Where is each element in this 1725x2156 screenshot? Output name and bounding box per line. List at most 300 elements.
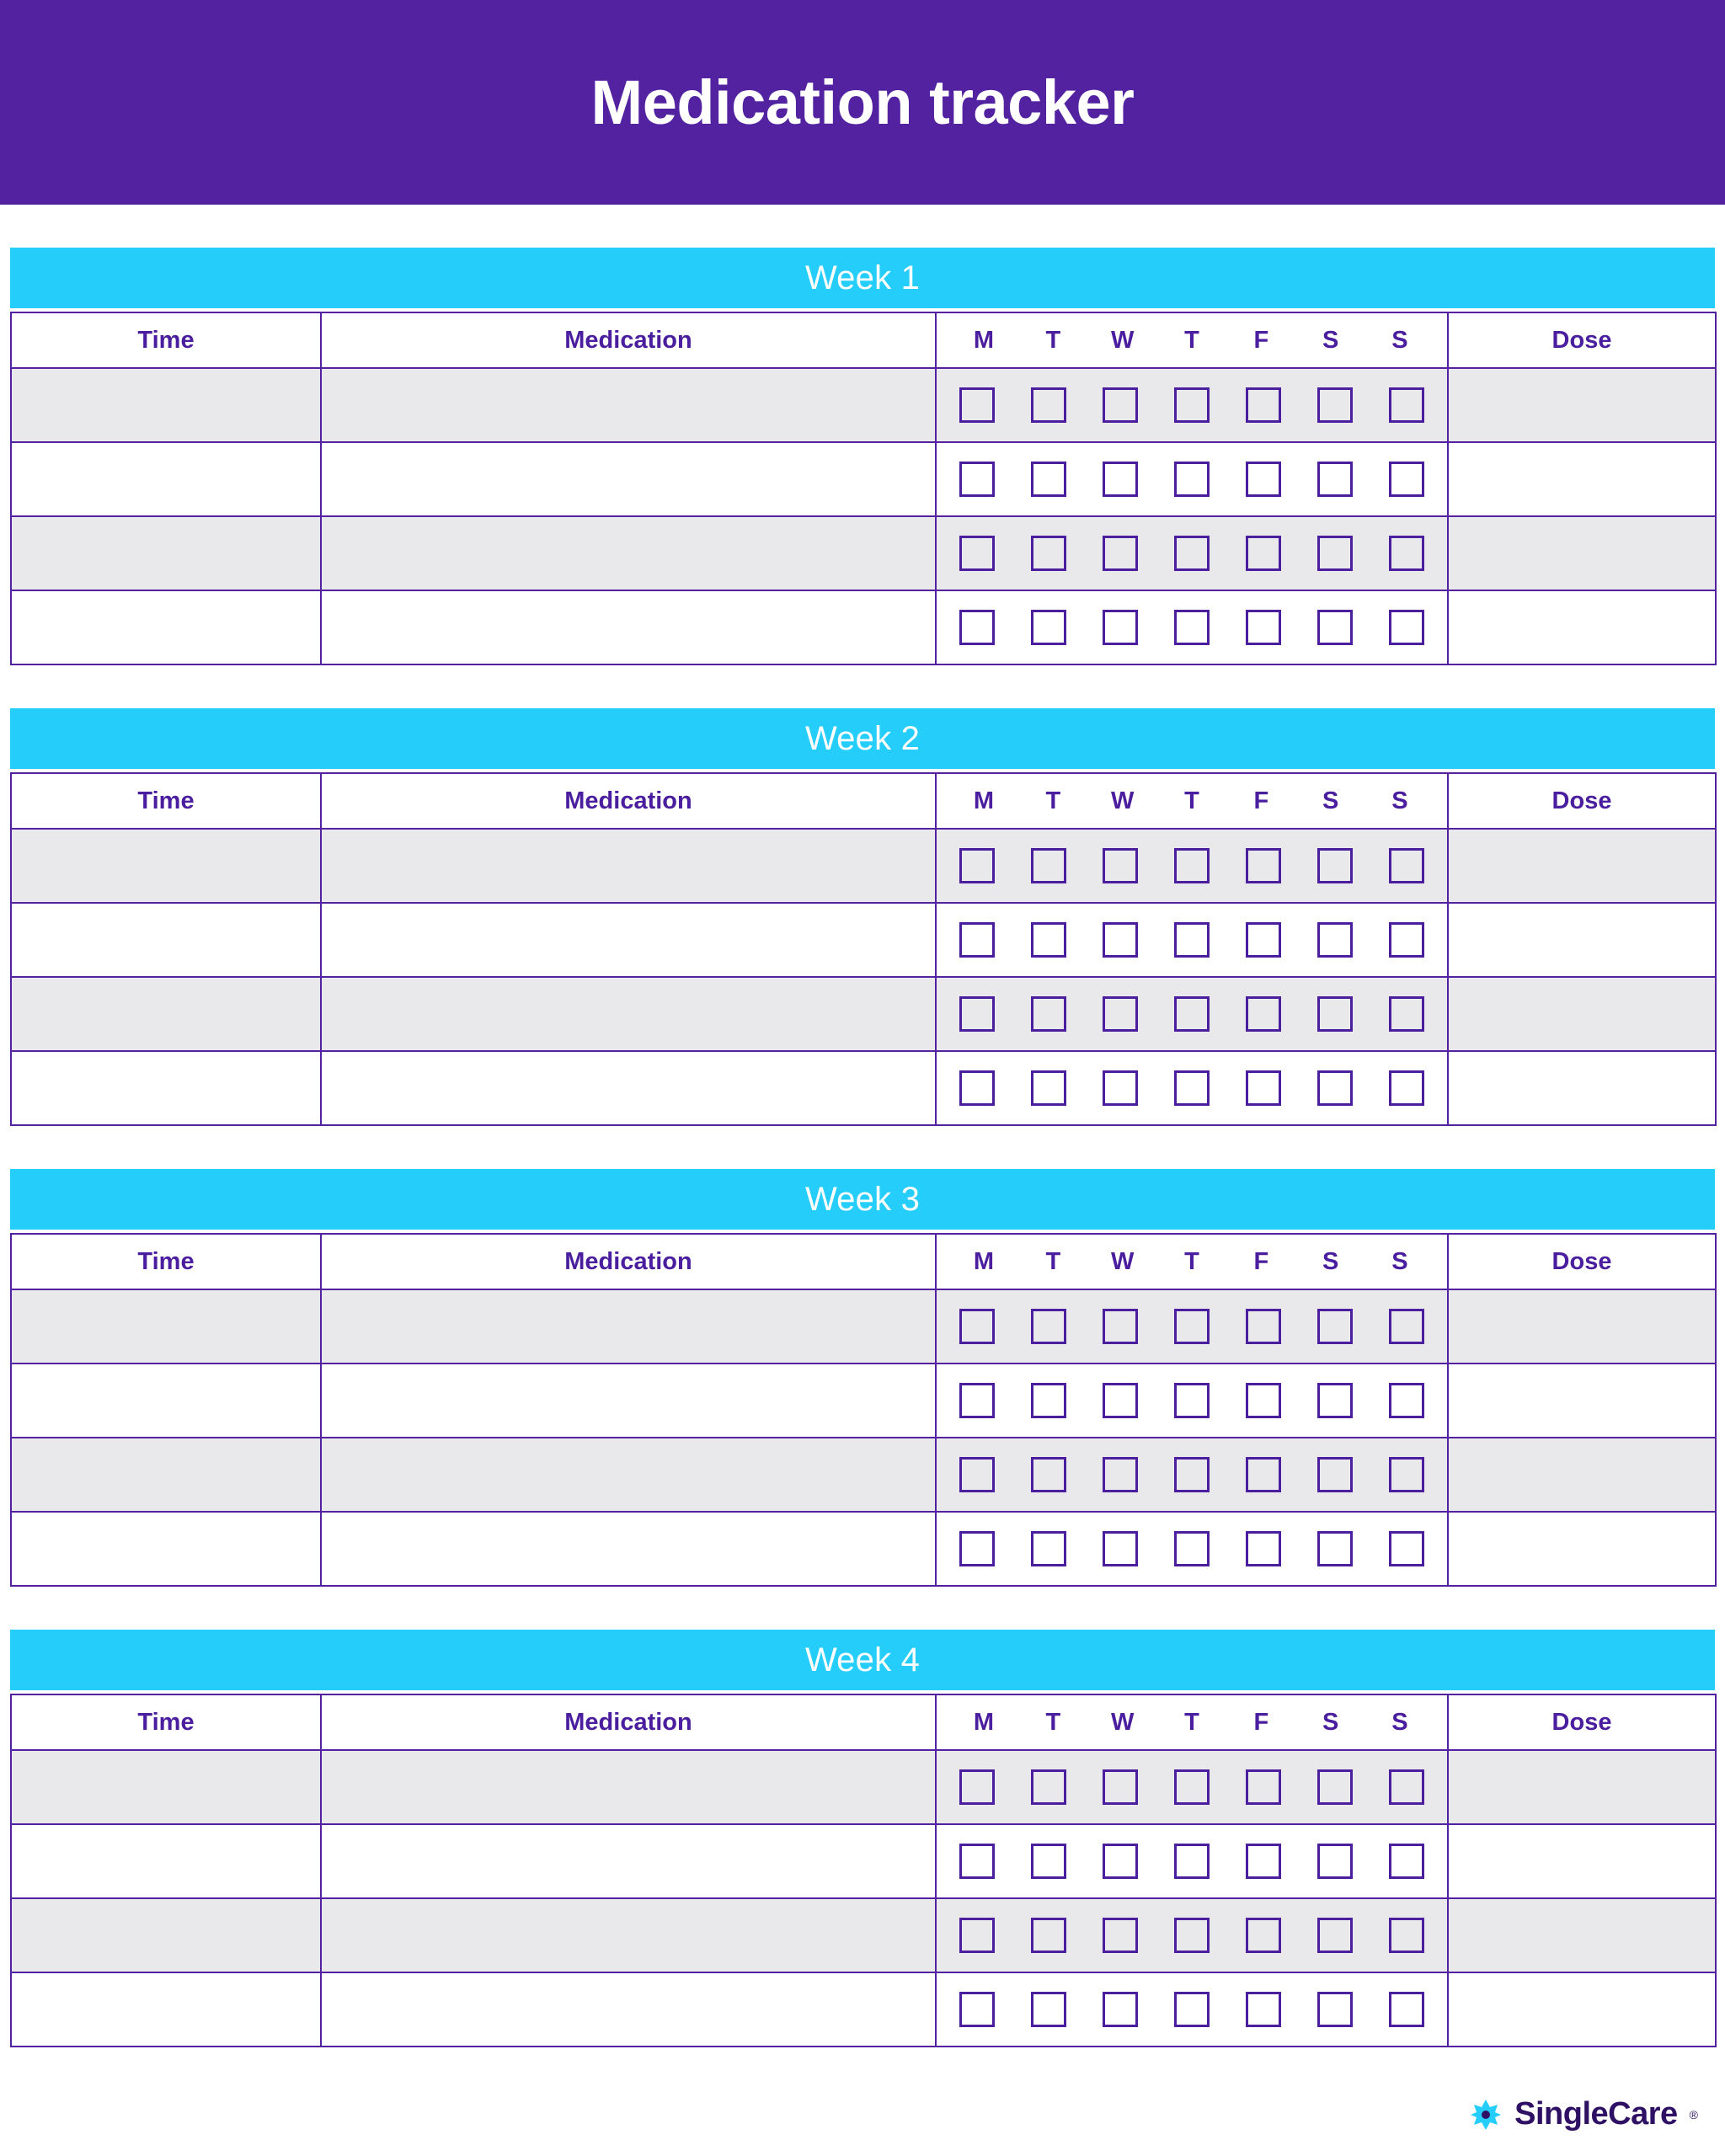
day-letter: T (1045, 326, 1061, 354)
table-row (11, 442, 1716, 516)
day-checkbox[interactable] (1103, 1844, 1138, 1879)
checkbox-wrapper (1025, 462, 1072, 497)
column-header-dose: Dose (1448, 773, 1716, 829)
checkbox-wrapper (953, 1531, 1001, 1566)
day-checkbox[interactable] (1389, 1309, 1424, 1344)
medication-input-cell[interactable] (321, 590, 936, 664)
checkbox-wrapper (1097, 1457, 1144, 1492)
day-checkbox[interactable] (1317, 1769, 1353, 1805)
checkbox-wrapper (1025, 387, 1072, 423)
day-checkbox[interactable] (1389, 610, 1424, 645)
day-checkboxes-cell (936, 1051, 1448, 1125)
medication-input-cell[interactable] (321, 829, 936, 903)
time-input-cell[interactable] (11, 1289, 321, 1364)
checkbox-wrapper (1383, 536, 1430, 571)
checkbox-wrapper (1383, 387, 1430, 423)
medication-input-cell[interactable] (321, 1051, 936, 1125)
day-checkbox[interactable] (1031, 536, 1066, 571)
day-checkbox[interactable] (959, 848, 995, 883)
day-checkboxes-cell (936, 516, 1448, 590)
time-input-cell[interactable] (11, 1512, 321, 1586)
day-checkbox[interactable] (1389, 462, 1424, 497)
table-header-row (11, 312, 1716, 368)
day-checkbox[interactable] (1031, 1918, 1066, 1953)
day-checkbox[interactable] (1031, 1383, 1066, 1418)
table-row (11, 1750, 1716, 1824)
day-checkbox[interactable] (1103, 387, 1138, 423)
medication-input-cell[interactable] (321, 1512, 936, 1586)
day-checkbox[interactable] (1103, 1457, 1138, 1492)
table-header-row (11, 773, 1716, 829)
checkbox-wrapper (1168, 1383, 1215, 1418)
day-checkbox[interactable] (1389, 387, 1424, 423)
dose-input-cell[interactable] (1448, 1972, 1716, 2047)
time-input-cell[interactable] (11, 1364, 321, 1438)
day-checkbox[interactable] (1031, 922, 1066, 958)
dose-input-cell[interactable] (1448, 903, 1716, 977)
day-checkbox[interactable] (1103, 610, 1138, 645)
day-checkbox[interactable] (959, 1918, 995, 1953)
day-checkbox[interactable] (1389, 536, 1424, 571)
checkbox-wrapper (1168, 1531, 1215, 1566)
checkbox-wrapper (1311, 536, 1359, 571)
table-row (11, 829, 1716, 903)
day-letter: F (1253, 326, 1269, 354)
checkbox-wrapper (953, 462, 1001, 497)
week-block (10, 1169, 1715, 1587)
day-checkbox[interactable] (959, 462, 995, 497)
day-checkbox[interactable] (1031, 610, 1066, 645)
time-input-cell[interactable] (11, 1972, 321, 2047)
dose-input-cell[interactable] (1448, 1289, 1716, 1364)
day-checkbox[interactable] (1174, 1070, 1210, 1106)
time-input-cell[interactable] (11, 590, 321, 664)
medication-input-cell[interactable] (321, 1750, 936, 1824)
day-checkbox[interactable] (1317, 387, 1353, 423)
day-checkbox[interactable] (1031, 462, 1066, 497)
singlecare-logo-icon (1469, 2098, 1503, 2132)
checkbox-wrapper (1240, 1918, 1287, 1953)
day-checkbox[interactable] (1174, 1457, 1210, 1492)
day-checkbox[interactable] (1174, 1383, 1210, 1418)
day-letter: W (1110, 326, 1135, 354)
week-table (10, 772, 1717, 1126)
day-checkbox[interactable] (1103, 996, 1138, 1032)
day-checkbox[interactable] (1389, 1457, 1424, 1492)
day-checkbox[interactable] (1317, 462, 1353, 497)
time-input-cell[interactable] (11, 368, 321, 442)
checkbox-wrapper (1025, 848, 1072, 883)
day-checkbox[interactable] (1246, 1309, 1281, 1344)
checkbox-wrapper (1383, 848, 1430, 883)
day-checkbox[interactable] (1317, 922, 1353, 958)
day-checkbox[interactable] (1246, 1383, 1281, 1418)
checkbox-wrapper (1168, 1309, 1215, 1344)
day-checkbox[interactable] (959, 610, 995, 645)
checkbox-wrapper (1311, 1070, 1359, 1106)
checkbox-wrapper (1240, 610, 1287, 645)
day-checkbox[interactable] (1317, 1383, 1353, 1418)
dose-input-cell[interactable] (1448, 1051, 1716, 1125)
time-input-cell[interactable] (11, 1750, 321, 1824)
day-checkbox[interactable] (1174, 996, 1210, 1032)
day-letter: T (1184, 1708, 1199, 1736)
day-checkbox[interactable] (1103, 1309, 1138, 1344)
checkbox-wrapper (1311, 1918, 1359, 1953)
week-table (10, 1694, 1717, 2047)
day-checkbox[interactable] (1174, 1992, 1210, 2027)
day-checkbox[interactable] (1389, 1918, 1424, 1953)
checkbox-wrapper (1240, 387, 1287, 423)
column-header-medication: Medication (321, 1234, 936, 1289)
tracker-body (0, 248, 1725, 2047)
checkbox-wrapper (1168, 387, 1215, 423)
day-checkbox[interactable] (1103, 462, 1138, 497)
checkbox-wrapper (1025, 1769, 1072, 1805)
day-checkbox[interactable] (1174, 1309, 1210, 1344)
day-checkbox[interactable] (959, 1309, 995, 1344)
day-checkbox[interactable] (1103, 922, 1138, 958)
day-checkbox[interactable] (1031, 996, 1066, 1032)
column-header-days (936, 773, 1448, 829)
day-checkbox[interactable] (959, 1383, 995, 1418)
day-checkbox[interactable] (1103, 1769, 1138, 1805)
table-row (11, 1824, 1716, 1898)
day-checkbox[interactable] (1031, 1844, 1066, 1879)
time-input-cell[interactable] (11, 442, 321, 516)
day-checkbox[interactable] (1389, 1070, 1424, 1106)
day-checkbox[interactable] (1317, 1309, 1353, 1344)
dose-input-cell[interactable] (1448, 368, 1716, 442)
day-checkbox[interactable] (1389, 922, 1424, 958)
checkbox-wrapper (1168, 1070, 1215, 1106)
week-block (10, 1630, 1715, 2047)
day-checkboxes-cell (936, 442, 1448, 516)
checkbox-wrapper (953, 1769, 1001, 1805)
day-checkbox[interactable] (1317, 1457, 1353, 1492)
checkbox-wrapper (1311, 1531, 1359, 1566)
time-input-cell[interactable] (11, 903, 321, 977)
day-checkbox[interactable] (1103, 848, 1138, 883)
checkbox-wrapper (1311, 1309, 1359, 1344)
checkbox-wrapper (1240, 1070, 1287, 1106)
checkbox-wrapper (1168, 996, 1215, 1032)
checkbox-wrapper (1240, 462, 1287, 497)
table-row (11, 368, 1716, 442)
checkbox-wrapper (953, 536, 1001, 571)
day-checkboxes-cell (936, 1289, 1448, 1364)
checkbox-wrapper (1025, 996, 1072, 1032)
medication-input-cell[interactable] (321, 1898, 936, 1972)
day-checkbox[interactable] (1031, 1457, 1066, 1492)
day-checkbox[interactable] (1317, 1844, 1353, 1879)
day-letter: T (1184, 1247, 1199, 1275)
day-letter: T (1184, 787, 1199, 814)
checkbox-wrapper (1168, 1769, 1215, 1805)
day-checkbox[interactable] (1174, 1769, 1210, 1805)
day-checkbox[interactable] (1246, 610, 1281, 645)
day-checkbox[interactable] (1174, 922, 1210, 958)
day-checkbox[interactable] (1389, 1769, 1424, 1805)
checkbox-wrapper (1383, 1769, 1430, 1805)
time-input-cell[interactable] (11, 516, 321, 590)
day-checkbox[interactable] (1317, 536, 1353, 571)
column-header-time: Time (11, 1694, 321, 1750)
checkbox-wrapper (1383, 610, 1430, 645)
day-checkbox[interactable] (1246, 1844, 1281, 1879)
time-input-cell[interactable] (11, 1438, 321, 1512)
week-banner (10, 248, 1715, 308)
day-checkboxes-cell (936, 903, 1448, 977)
checkbox-wrapper (1025, 922, 1072, 958)
checkbox-wrapper (1025, 1844, 1072, 1879)
day-checkbox[interactable] (1174, 1531, 1210, 1566)
checkbox-wrapper (1311, 387, 1359, 423)
weeks-container (10, 248, 1715, 2047)
checkbox-wrapper (953, 848, 1001, 883)
checkbox-wrapper (1240, 1992, 1287, 2027)
day-letter: S (1322, 326, 1339, 354)
checkbox-wrapper (1240, 922, 1287, 958)
week-banner (10, 1169, 1715, 1230)
checkbox-wrapper (1240, 1309, 1287, 1344)
dose-input-cell[interactable] (1448, 1898, 1716, 1972)
table-row (11, 903, 1716, 977)
dose-input-cell[interactable] (1448, 1824, 1716, 1898)
dose-input-cell[interactable] (1448, 590, 1716, 664)
day-checkbox[interactable] (1317, 1992, 1353, 2027)
column-header-medication: Medication (321, 773, 936, 829)
dose-input-cell[interactable] (1448, 829, 1716, 903)
time-input-cell[interactable] (11, 829, 321, 903)
day-letter: T (1184, 326, 1199, 354)
day-letter: T (1045, 787, 1061, 814)
day-checkbox[interactable] (1103, 1383, 1138, 1418)
checkbox-wrapper (1097, 1531, 1144, 1566)
day-checkbox[interactable] (1103, 1992, 1138, 2027)
medication-input-cell[interactable] (321, 442, 936, 516)
day-checkbox[interactable] (1246, 922, 1281, 958)
day-checkbox[interactable] (1174, 1844, 1210, 1879)
dose-input-cell[interactable] (1448, 1364, 1716, 1438)
column-header-time: Time (11, 773, 321, 829)
time-input-cell[interactable] (11, 1898, 321, 1972)
time-input-cell[interactable] (11, 977, 321, 1051)
column-header-time: Time (11, 312, 321, 368)
day-checkbox[interactable] (1389, 1844, 1424, 1879)
checkbox-wrapper (1025, 1531, 1072, 1566)
day-letter: W (1110, 1247, 1135, 1275)
day-checkbox[interactable] (1246, 848, 1281, 883)
week-banner (10, 708, 1715, 769)
day-checkboxes-cell (936, 1824, 1448, 1898)
medication-input-cell[interactable] (321, 368, 936, 442)
week-label: Week 2 (804, 719, 921, 757)
checkbox-wrapper (1168, 610, 1215, 645)
checkbox-wrapper (1097, 387, 1144, 423)
checkbox-wrapper (1383, 1070, 1430, 1106)
checkbox-wrapper (1025, 1383, 1072, 1418)
checkbox-wrapper (1240, 1844, 1287, 1879)
checkbox-wrapper (1168, 536, 1215, 571)
checkbox-wrapper (1240, 1531, 1287, 1566)
dose-input-cell[interactable] (1448, 516, 1716, 590)
checkbox-wrapper (1311, 462, 1359, 497)
day-checkbox[interactable] (959, 1844, 995, 1879)
dose-input-cell[interactable] (1448, 442, 1716, 516)
column-header-dose: Dose (1448, 1694, 1716, 1750)
column-header-dose: Dose (1448, 312, 1716, 368)
medication-input-cell[interactable] (321, 977, 936, 1051)
time-input-cell[interactable] (11, 1824, 321, 1898)
day-checkbox[interactable] (1317, 1531, 1353, 1566)
day-checkbox[interactable] (1031, 1992, 1066, 2027)
day-checkbox[interactable] (959, 922, 995, 958)
day-checkbox[interactable] (1389, 996, 1424, 1032)
checkbox-wrapper (1025, 536, 1072, 571)
day-checkbox[interactable] (959, 536, 995, 571)
checkbox-wrapper (1097, 922, 1144, 958)
day-checkbox[interactable] (1174, 462, 1210, 497)
checkbox-wrapper (1383, 996, 1430, 1032)
day-checkbox[interactable] (1317, 1070, 1353, 1106)
column-header-medication: Medication (321, 312, 936, 368)
table-row (11, 1512, 1716, 1586)
day-checkbox[interactable] (959, 1769, 995, 1805)
checkbox-wrapper (1168, 922, 1215, 958)
checkbox-wrapper (1097, 996, 1144, 1032)
checkbox-wrapper (1097, 462, 1144, 497)
day-checkboxes-cell (936, 368, 1448, 442)
column-header-time: Time (11, 1234, 321, 1289)
dose-input-cell[interactable] (1448, 1750, 1716, 1824)
day-checkbox[interactable] (1389, 1531, 1424, 1566)
day-checkbox[interactable] (1246, 387, 1281, 423)
checkbox-wrapper (953, 1844, 1001, 1879)
checkbox-wrapper (1097, 1383, 1144, 1418)
medication-input-cell[interactable] (321, 516, 936, 590)
day-checkbox[interactable] (1031, 1769, 1066, 1805)
day-checkbox[interactable] (1246, 1070, 1281, 1106)
day-checkbox[interactable] (1246, 1457, 1281, 1492)
checkbox-wrapper (1097, 1309, 1144, 1344)
checkbox-wrapper (953, 1383, 1001, 1418)
checkbox-wrapper (1311, 1992, 1359, 2027)
day-checkbox[interactable] (1174, 610, 1210, 645)
day-checkbox[interactable] (1317, 610, 1353, 645)
day-checkbox[interactable] (1103, 1070, 1138, 1106)
medication-input-cell[interactable] (321, 1364, 936, 1438)
brand-trademark: ® (1689, 2107, 1698, 2121)
day-checkbox[interactable] (1317, 1918, 1353, 1953)
day-letter: W (1110, 787, 1135, 814)
day-checkbox[interactable] (1031, 387, 1066, 423)
dose-input-cell[interactable] (1448, 1438, 1716, 1512)
day-checkbox[interactable] (1389, 1992, 1424, 2027)
day-checkbox[interactable] (1103, 536, 1138, 571)
day-checkbox[interactable] (959, 1531, 995, 1566)
day-checkbox[interactable] (1246, 1531, 1281, 1566)
day-checkbox[interactable] (959, 1070, 995, 1106)
checkbox-wrapper (1240, 1457, 1287, 1492)
day-checkbox[interactable] (1246, 996, 1281, 1032)
dose-input-cell[interactable] (1448, 1512, 1716, 1586)
table-row (11, 1438, 1716, 1512)
day-checkbox[interactable] (1246, 536, 1281, 571)
day-checkbox[interactable] (959, 1457, 995, 1492)
checkbox-wrapper (1383, 1309, 1430, 1344)
day-checkbox[interactable] (1246, 462, 1281, 497)
day-checkbox[interactable] (1103, 1531, 1138, 1566)
day-checkbox[interactable] (1031, 1070, 1066, 1106)
day-checkbox[interactable] (959, 1992, 995, 2027)
checkbox-wrapper (1311, 996, 1359, 1032)
day-checkbox[interactable] (1389, 848, 1424, 883)
day-letter: T (1045, 1708, 1061, 1736)
week-block (10, 248, 1715, 665)
checkbox-wrapper (1383, 1992, 1430, 2027)
day-letter: M (973, 1247, 995, 1275)
medication-input-cell[interactable] (321, 1972, 936, 2047)
checkbox-wrapper (1168, 462, 1215, 497)
medication-input-cell[interactable] (321, 1824, 936, 1898)
column-header-medication: Medication (321, 1694, 936, 1750)
day-checkbox[interactable] (1031, 848, 1066, 883)
checkbox-wrapper (1168, 848, 1215, 883)
dose-input-cell[interactable] (1448, 977, 1716, 1051)
checkbox-wrapper (1025, 610, 1072, 645)
day-checkbox[interactable] (1246, 1992, 1281, 2027)
medication-input-cell[interactable] (321, 1289, 936, 1364)
page-header (0, 0, 1725, 205)
checkbox-wrapper (953, 922, 1001, 958)
day-checkbox[interactable] (959, 387, 995, 423)
day-checkbox[interactable] (1246, 1918, 1281, 1953)
day-checkbox[interactable] (1174, 536, 1210, 571)
day-checkbox[interactable] (959, 996, 995, 1032)
day-checkbox[interactable] (1174, 1918, 1210, 1953)
day-checkbox[interactable] (1317, 996, 1353, 1032)
day-letter: S (1391, 1708, 1408, 1736)
day-checkbox[interactable] (1031, 1309, 1066, 1344)
table-row (11, 590, 1716, 664)
medication-input-cell[interactable] (321, 903, 936, 977)
day-checkboxes-cell (936, 977, 1448, 1051)
medication-input-cell[interactable] (321, 1438, 936, 1512)
day-checkbox[interactable] (1031, 1531, 1066, 1566)
table-row (11, 1289, 1716, 1364)
table-header-row (11, 1234, 1716, 1289)
day-letter: S (1391, 326, 1408, 354)
day-checkbox[interactable] (1317, 848, 1353, 883)
checkbox-wrapper (1311, 922, 1359, 958)
day-letter: T (1045, 1247, 1061, 1275)
checkbox-wrapper (1168, 1992, 1215, 2027)
day-letter: S (1322, 1247, 1339, 1275)
checkbox-wrapper (1025, 1918, 1072, 1953)
checkbox-wrapper (1240, 1383, 1287, 1418)
day-checkbox[interactable] (1389, 1383, 1424, 1418)
day-checkbox[interactable] (1174, 387, 1210, 423)
time-input-cell[interactable] (11, 1051, 321, 1125)
table-header-row (11, 1694, 1716, 1750)
day-checkbox[interactable] (1174, 848, 1210, 883)
day-checkbox[interactable] (1103, 1918, 1138, 1953)
page-title: Medication tracker (590, 67, 1135, 137)
day-checkbox[interactable] (1246, 1769, 1281, 1805)
table-row (11, 1051, 1716, 1125)
week-block (10, 708, 1715, 1126)
